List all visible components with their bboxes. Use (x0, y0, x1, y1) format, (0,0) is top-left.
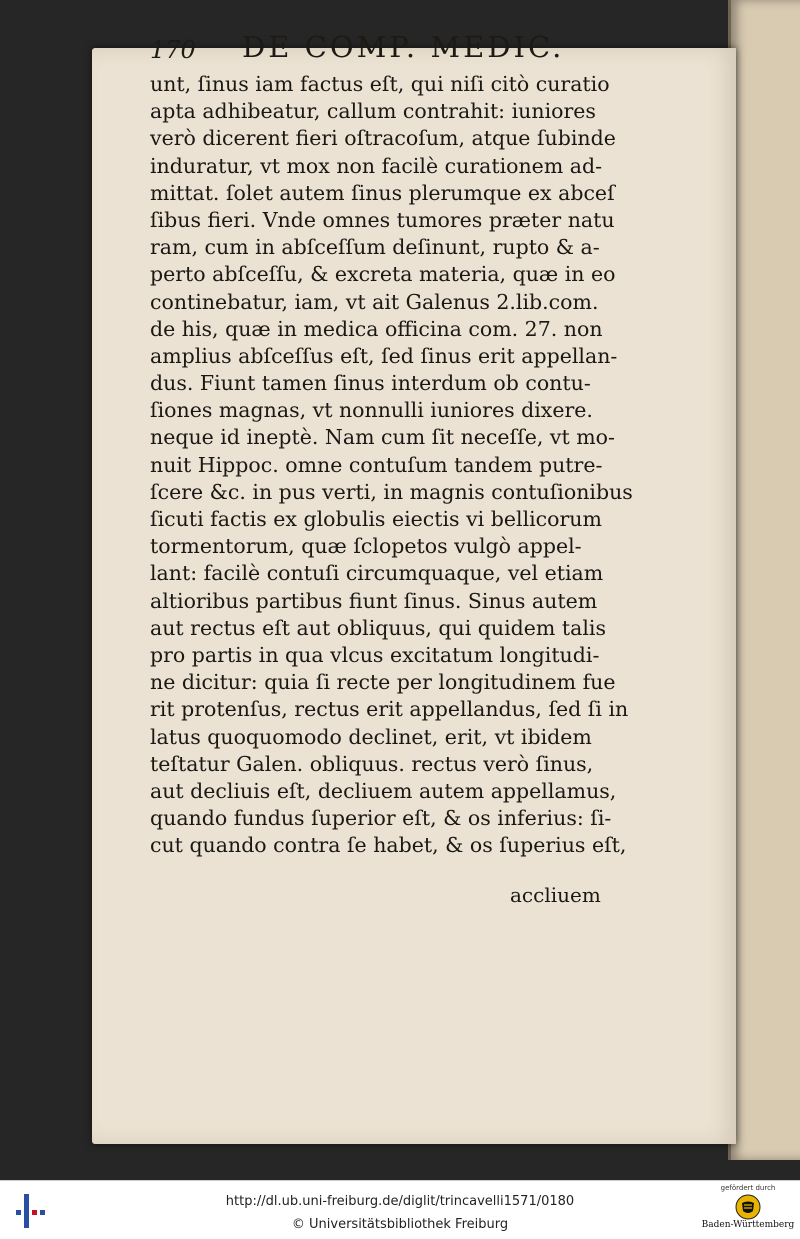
text-line: ſcere &c. in pus verti, in magnis contuſionibus (150, 479, 633, 504)
text-line: ſicuti factis ex globulis eiectis vi bellicorum (150, 507, 602, 531)
text-line: latus quoquomodo declinet, erit, vt ibidem (150, 724, 592, 749)
text-line: amplius abſceſſus eſt, ſed ſinus erit appellan- (150, 343, 618, 368)
crest-icon (735, 1194, 761, 1220)
running-title: DE COMP. MEDIC. (242, 30, 565, 64)
text-line: neque id ineptè. Nam cum ſit neceſſe, vt mo- (150, 425, 615, 450)
page-header (150, 30, 630, 70)
text-line: apta adhibeatur, callum contrahit: iuniores (150, 99, 596, 124)
text-line: perto abſceſſu, & excreta materia, quæ in eo (150, 262, 616, 287)
text-line: cut quando contra ſe habet, & os ſuperius eſt, (150, 833, 627, 858)
text-line: verò dicerent fieri oſtracoſum, atque ſubinde (150, 126, 616, 151)
text-line: rit protenſus, rectus erit appellandus, ſed ſi in (150, 697, 629, 722)
catchword: accliuem (510, 883, 601, 907)
text-line: teſtatur Galen. obliquus. rectus verò ſinus, (150, 751, 594, 776)
text-line: aut rectus eſt aut obliquus, qui quidem talis (150, 615, 606, 640)
text-line: pro partis in qua vlcus excitatum longitudi- (150, 642, 600, 667)
page-number: 170 (150, 36, 196, 64)
text-line: continebatur, iam, vt ait Galenus 2.lib.com. (150, 289, 599, 314)
copyright-notice: © Universitätsbibliothek Freiburg (291, 1217, 509, 1232)
text-line: lant: facilè contuſi circumquaque, vel etiam (150, 561, 604, 586)
text-line: unt, ſinus iam factus eſt, qui niſi citò curatio (150, 72, 610, 96)
permalink-url[interactable]: http://dl.ub.uni-freiburg.de/diglit/trincavelli1571/0180 (225, 1194, 575, 1209)
text-line: mittat. ſolet autem ſinus plerumque ex abceſ (150, 180, 615, 205)
sponsor-label: gefördert durch (720, 1184, 776, 1192)
footer-bar (0, 1180, 800, 1239)
text-line: nuit Hippoc. omne contuſum tandem putre- (150, 452, 603, 477)
text-line: altioribus partibus fiunt ſinus. Sinus autem (150, 588, 598, 613)
text-line: ram, cum in abſceſſum deſinunt, rupto & a- (150, 235, 600, 260)
text-line: aut decliuis eſt, decliuem autem appellamus, (150, 778, 617, 803)
facing-page-edge (728, 0, 800, 1160)
text-line: de his, quæ in medica officina com. 27. non (150, 316, 603, 341)
text-line: tormentorum, quæ ſclopetos vulgò appel- (150, 534, 582, 559)
text-line: ſiones magnas, vt nonnulli iuniores dixere. (150, 398, 593, 423)
text-line: quando fundus ſuperior eſt, & os inferius: ſi- (150, 806, 612, 831)
text-line: ſibus fieri. Vnde omnes tumores præter natu (150, 207, 615, 232)
text-line: dus. Fiunt tamen ſinus interdum ob contu- (150, 371, 591, 396)
text-line: ne dicitur: quia ſi recte per longitudinem fue (150, 670, 616, 695)
text-line: induratur, vt mox non facilè curationem ad- (150, 153, 603, 178)
body-text (150, 71, 633, 859)
sponsor-block (700, 1184, 796, 1236)
sponsor-name: Baden-Württemberg (701, 1220, 795, 1230)
